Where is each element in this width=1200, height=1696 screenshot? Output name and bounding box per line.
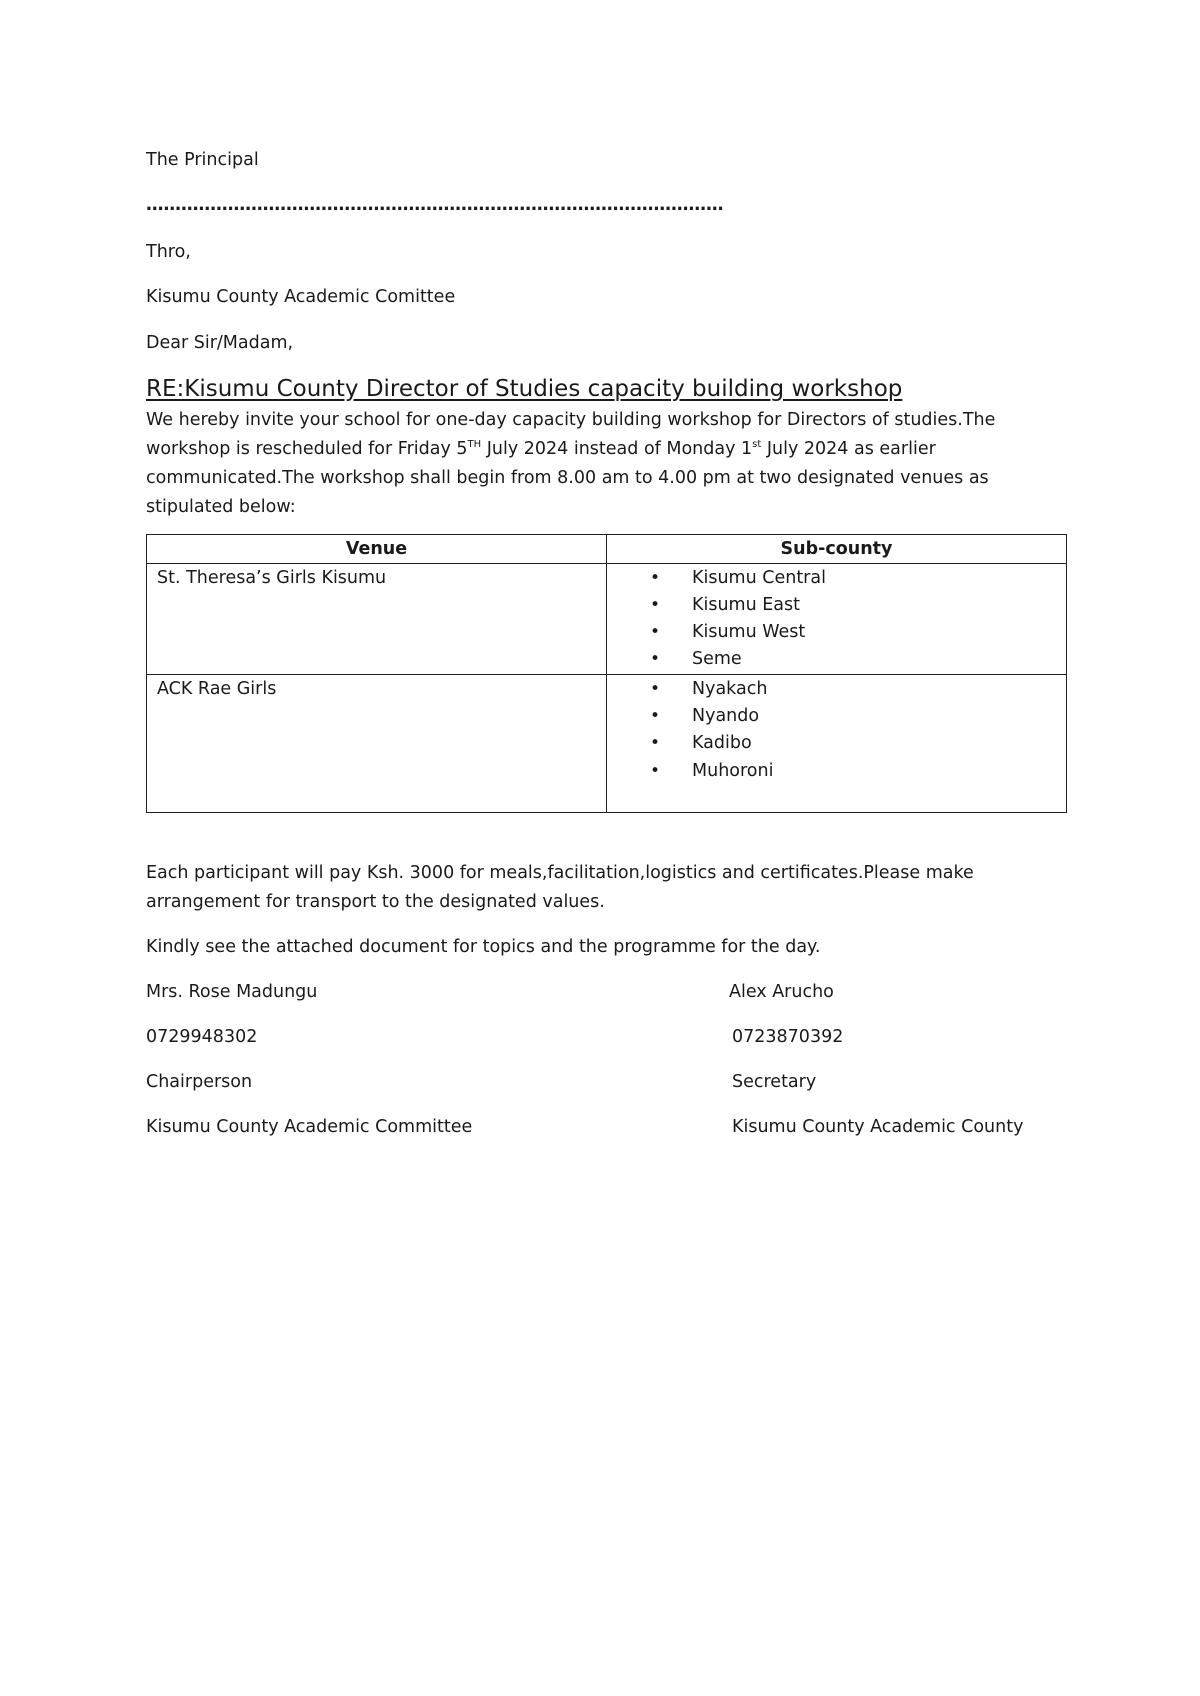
intro-part-2: July 2024 instead of Monday 1 (481, 438, 753, 459)
subcounty-name: Kisumu West (692, 622, 806, 643)
chairperson-name: Mrs. Rose Madungu (146, 981, 318, 1002)
bullet-icon: • (650, 567, 661, 588)
signature-org-row (146, 1113, 1066, 1142)
subcounty-list (607, 676, 1066, 785)
table-row (147, 674, 1067, 812)
intro-sup-th: TH (467, 438, 482, 450)
subcounty-column-header: Sub-county (607, 534, 1067, 563)
list-item (607, 703, 1066, 730)
recipient: The Principal (146, 150, 259, 170)
chairperson-phone: 0729948302 (146, 1026, 258, 1047)
subcounty-name: Muhoroni (692, 760, 774, 781)
table-row (147, 563, 1067, 674)
letter-page (146, 146, 1066, 1142)
secretary-role: Secretary (732, 1071, 817, 1092)
bullet-icon: • (650, 705, 661, 726)
recipient-blank-line: ……………………………………………………………………………………… (146, 195, 724, 215)
thro-line: Thro, (146, 241, 191, 262)
bullet-icon: • (650, 594, 661, 615)
list-item (607, 592, 1066, 619)
list-item (607, 619, 1066, 646)
signature-role-row (146, 1068, 1066, 1097)
committee-line: Kisumu County Academic Comittee (146, 286, 456, 307)
subcounty-list (607, 565, 1066, 674)
list-item (607, 730, 1066, 757)
venue-table (146, 534, 1067, 813)
bullet-icon: • (650, 678, 661, 699)
subject-heading: RE:Kisumu County Director of Studies capacity building workshop (146, 375, 903, 402)
subcounty-cell (607, 674, 1067, 812)
subcounty-name: Seme (692, 649, 742, 670)
subcounty-name: Nyakach (692, 678, 768, 699)
subcounty-name: Kadibo (692, 733, 752, 754)
intro-paragraph (146, 406, 1066, 522)
subcounty-name: Kisumu East (692, 594, 801, 615)
bullet-icon: • (650, 733, 661, 754)
list-item (607, 676, 1066, 703)
signature-phone-row (146, 1023, 1066, 1052)
salutation: Dear Sir/Madam, (146, 332, 294, 353)
subcounty-name: Kisumu Central (692, 567, 826, 588)
bullet-icon: • (650, 622, 661, 643)
intro-sup-st: st (752, 438, 762, 450)
signature-name-row (146, 978, 1066, 1007)
attachment-note: Kindly see the attached document for topics and the programme for the day. (146, 936, 821, 957)
venue-cell: St. Theresa’s Girls Kisumu (147, 563, 607, 674)
chairperson-org: Kisumu County Academic Committee (146, 1116, 473, 1137)
bullet-icon: • (650, 760, 661, 781)
list-item (607, 565, 1066, 592)
list-item (607, 646, 1066, 673)
intro-part-3: July 2024 as earlier communicated.The workshop shall begin from 8.00 am to 4.00 pm at two designated venues as stipulated below: (146, 438, 989, 517)
subcounty-cell (607, 563, 1067, 674)
venue-cell: ACK Rae Girls (147, 674, 607, 812)
secretary-org: Kisumu County Academic County (732, 1116, 1024, 1137)
payment-paragraph: Each participant will pay Ksh. 3000 for meals,facilitation,logistics and certificates.Please make arrangement for transport to the designated values. (146, 862, 974, 912)
chairperson-role: Chairperson (146, 1071, 253, 1092)
secretary-name: Alex Arucho (729, 981, 834, 1002)
secretary-phone: 0723870392 (732, 1026, 844, 1047)
venue-table-header (147, 534, 1067, 563)
venue-column-header: Venue (147, 534, 607, 563)
subcounty-name: Nyando (692, 705, 760, 726)
bullet-icon: • (650, 649, 661, 670)
intro-part-1: We hereby invite your school for one-day capacity building workshop for Directors of studies.The workshop is rescheduled for Friday 5 (146, 409, 996, 459)
list-item (607, 758, 1066, 785)
